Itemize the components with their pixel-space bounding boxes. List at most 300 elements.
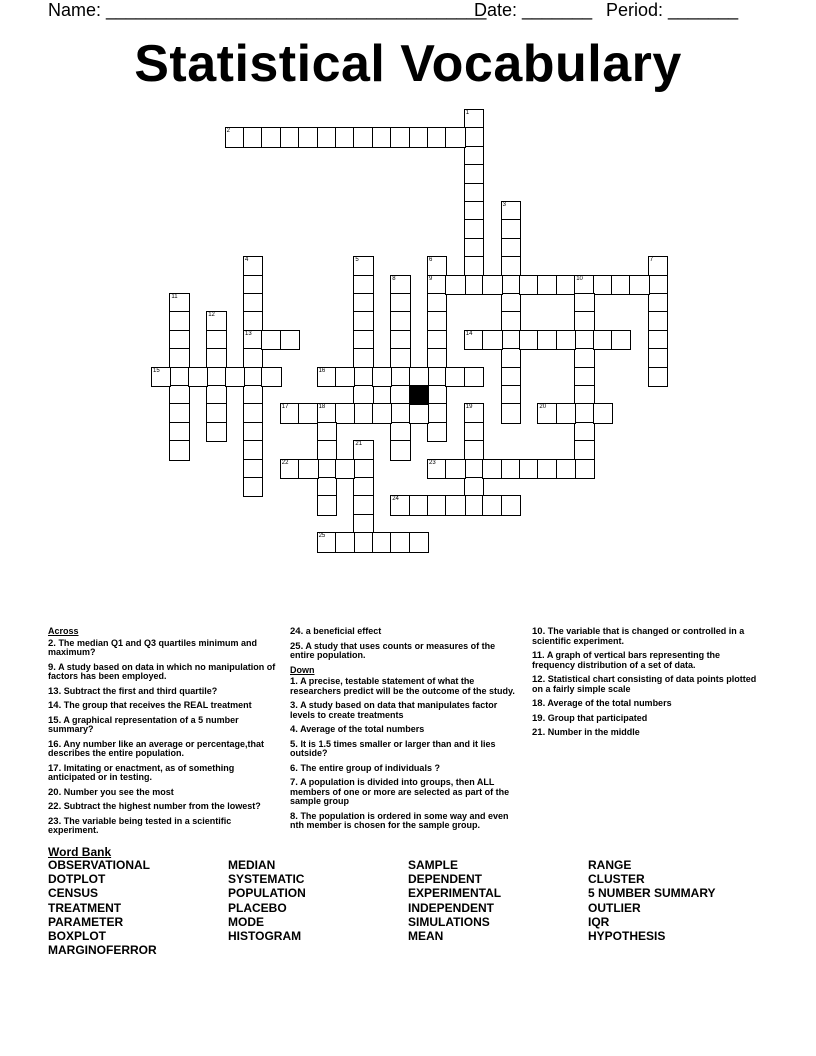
crossword-cell[interactable]: [464, 330, 484, 350]
crossword-cell[interactable]: [574, 348, 594, 368]
clue-text: The group that receives the REAL treatment: [61, 700, 252, 710]
crossword-cell[interactable]: [390, 348, 410, 368]
crossword-cell[interactable]: [372, 127, 392, 147]
crossword-cell[interactable]: [427, 256, 447, 276]
crossword-cell[interactable]: [243, 348, 263, 368]
crossword-cell[interactable]: [225, 367, 245, 387]
crossword-cell[interactable]: [574, 422, 594, 442]
crossword-cell[interactable]: [280, 330, 300, 350]
crossword-cell[interactable]: [501, 348, 521, 368]
crossword-cell[interactable]: [427, 367, 447, 387]
crossword-cell[interactable]: [464, 109, 484, 129]
cell-number: 22: [281, 459, 289, 466]
crossword-cell[interactable]: [243, 422, 263, 442]
crossword-cell[interactable]: [501, 238, 521, 258]
crossword-cell[interactable]: [390, 330, 410, 350]
clue-item: [290, 677, 522, 696]
clue-item: [290, 778, 522, 807]
clue-number: 21.: [532, 727, 546, 738]
word-bank-word: SAMPLE: [408, 858, 459, 872]
crossword-cell[interactable]: [169, 311, 189, 331]
crossword-cell[interactable]: [206, 422, 226, 442]
crossword-cell[interactable]: [519, 275, 539, 295]
crossword-cell[interactable]: [151, 367, 171, 387]
word-bank-word: CLUSTER: [588, 872, 645, 887]
word-bank-word: DEPENDENT: [408, 872, 483, 887]
crossword-cell[interactable]: [243, 311, 263, 331]
clue-item: [48, 639, 280, 658]
crossword-cell[interactable]: [648, 293, 668, 313]
crossword-cell[interactable]: [317, 440, 337, 460]
crossword-cell[interactable]: [611, 275, 631, 295]
crossword-cell[interactable]: [206, 367, 226, 387]
crossword-cell[interactable]: [648, 330, 668, 350]
date-field[interactable]: Date: _______: [474, 0, 593, 20]
clue-number: 16.: [48, 738, 62, 750]
word-bank-column: [408, 858, 501, 943]
crossword-cell[interactable]: [261, 127, 281, 147]
clue-number: 5.: [290, 738, 298, 750]
crossword-cell[interactable]: [206, 311, 226, 331]
clue-text: Statistical chart consisting of data points plotted on a fairly simple scale: [532, 674, 757, 694]
word-bank-word: PLACEBO: [228, 900, 287, 915]
crossword-cell[interactable]: [372, 367, 392, 387]
crossword-cell[interactable]: [556, 403, 576, 423]
crossword-cell[interactable]: [390, 532, 410, 552]
clue-text: Number you see the most: [61, 786, 174, 797]
clue-text: Number in the middle: [545, 727, 640, 737]
crossword-cell[interactable]: [353, 256, 373, 276]
crossword-cell[interactable]: [593, 403, 613, 423]
crossword-cell[interactable]: [427, 311, 447, 331]
clue-text: The entire group of individuals ?: [297, 762, 440, 773]
cell-number: 6: [429, 257, 433, 264]
crossword-cell[interactable]: [298, 459, 318, 479]
crossword-cell[interactable]: [409, 495, 429, 515]
crossword-cell[interactable]: [409, 403, 429, 423]
crossword-cell[interactable]: [353, 311, 373, 331]
clue-number: 17.: [48, 762, 62, 774]
crossword-cell[interactable]: [353, 477, 373, 497]
cell-number: 23: [429, 459, 436, 466]
clue-item: [48, 802, 280, 812]
crossword-cell[interactable]: [482, 459, 502, 479]
blocked-cell: [409, 385, 429, 405]
crossword-cell[interactable]: [574, 311, 594, 331]
cell-number: 18: [318, 404, 326, 411]
clue-text: a beneficial effect: [303, 626, 382, 636]
clue-number: 4.: [290, 724, 298, 735]
clue-number: 24.: [290, 626, 304, 637]
clue-text: It is 1.5 times smaller or larger than and it lies outside?: [290, 738, 496, 758]
word-bank-word: MODE: [228, 914, 264, 929]
crossword-cell[interactable]: [206, 348, 226, 368]
clue-number: 11.: [532, 650, 545, 661]
crossword-cell[interactable]: [409, 532, 429, 552]
word-bank-word: MEAN: [408, 929, 444, 944]
crossword-cell[interactable]: [445, 495, 465, 515]
period-field[interactable]: Period: _______: [606, 0, 739, 20]
cell-number: 10: [576, 275, 583, 282]
crossword-cell[interactable]: [390, 275, 410, 295]
word-bank-column: [48, 858, 157, 957]
crossword-cell[interactable]: [335, 127, 355, 147]
crossword-cell[interactable]: [243, 330, 263, 350]
crossword-cell[interactable]: [519, 330, 539, 350]
crossword-cell[interactable]: [169, 367, 189, 387]
crossword-cell[interactable]: [353, 330, 373, 350]
crossword-cell[interactable]: [353, 385, 373, 405]
crossword-cell[interactable]: [427, 330, 447, 350]
cell-number: 2: [226, 128, 230, 135]
crossword-cell[interactable]: [243, 127, 263, 147]
crossword-cell[interactable]: [353, 403, 373, 423]
word-bank-word: SIMULATIONS: [408, 914, 490, 929]
crossword-cell[interactable]: [427, 422, 447, 442]
cell-number: 11: [171, 294, 178, 300]
crossword-cell[interactable]: [280, 403, 300, 423]
crossword-cell[interactable]: [482, 275, 502, 295]
crossword-cell[interactable]: [206, 403, 226, 423]
clue-text: A study that uses counts or measures of the entire population.: [290, 640, 496, 660]
crossword-cell[interactable]: [317, 459, 337, 479]
crossword-cell[interactable]: [261, 330, 281, 350]
clue-number: 6.: [290, 762, 298, 774]
clue-number: 8.: [290, 810, 298, 822]
crossword-cell[interactable]: [648, 311, 668, 331]
word-bank-word: EXPERIMENTAL: [408, 886, 502, 901]
crossword-cell[interactable]: [261, 367, 281, 387]
crossword-cell[interactable]: [390, 495, 410, 515]
cell-number: 1: [465, 110, 470, 116]
clue-number: 14.: [48, 700, 62, 711]
crossword-cell[interactable]: [445, 127, 465, 147]
crossword-cell[interactable]: [464, 127, 484, 147]
crossword-cell[interactable]: [243, 385, 263, 405]
crossword-cell[interactable]: [556, 330, 576, 350]
clue-text: The median Q1 and Q3 quartiles minimum and maximum?: [48, 637, 257, 657]
crossword-cell[interactable]: [501, 459, 521, 479]
crossword-cell[interactable]: [390, 367, 410, 387]
crossword-cell[interactable]: [464, 164, 484, 184]
crossword-cell[interactable]: [169, 385, 189, 405]
crossword-cell[interactable]: [537, 330, 557, 350]
word-bank-word: SYSTEMATIC: [228, 872, 305, 887]
crossword-cell[interactable]: [427, 293, 447, 313]
crossword-cell[interactable]: [611, 330, 631, 350]
crossword-cell[interactable]: [206, 330, 226, 350]
crossword-cell[interactable]: [243, 293, 263, 313]
clue-item: [532, 651, 764, 670]
cell-number: 17: [281, 404, 289, 411]
crossword-cell[interactable]: [556, 275, 576, 295]
crossword-cell[interactable]: [464, 459, 484, 479]
word-bank-word: OBSERVATIONAL: [48, 858, 151, 872]
crossword-cell[interactable]: [501, 219, 521, 239]
crossword-cell[interactable]: [464, 367, 484, 387]
crossword-cell[interactable]: [390, 127, 410, 147]
crossword-cell[interactable]: [629, 275, 649, 295]
clue-number: 25.: [290, 640, 304, 652]
crossword-cell[interactable]: [445, 275, 465, 295]
crossword-cell[interactable]: [243, 256, 263, 276]
clue-number: 13.: [48, 685, 62, 697]
clue-text: A graphical representation of a 5 number summary?: [48, 714, 239, 734]
crossword-cell[interactable]: [390, 440, 410, 460]
crossword-cell[interactable]: [501, 311, 521, 331]
crossword-cell[interactable]: [574, 459, 594, 479]
crossword-cell[interactable]: [574, 367, 594, 387]
across-heading: Across: [48, 626, 79, 636]
clue-text: A study based on data in which no manipulation of factors has been employed.: [48, 661, 276, 681]
clue-item: [48, 764, 280, 783]
crossword-cell[interactable]: [537, 275, 557, 295]
crossword-cell[interactable]: [464, 183, 484, 203]
crossword-cell[interactable]: [169, 440, 189, 460]
cell-number: 7: [649, 257, 654, 264]
crossword-cell[interactable]: [353, 275, 373, 295]
crossword-cell[interactable]: [501, 495, 521, 515]
crossword-cell[interactable]: [243, 477, 263, 497]
crossword-cell[interactable]: [169, 330, 189, 350]
clue-text: The population is ordered in some way and even nth member is chosen for the sample group.: [290, 810, 509, 830]
crossword-cell[interactable]: [317, 532, 337, 552]
crossword-cell[interactable]: [464, 146, 484, 166]
clue-number: 20.: [48, 786, 62, 798]
clue-item: [290, 701, 522, 720]
crossword-cell[interactable]: [648, 275, 668, 295]
word-bank-word: POPULATION: [228, 886, 306, 901]
word-bank-word: INDEPENDENT: [408, 900, 495, 915]
crossword-cell[interactable]: [243, 367, 263, 387]
clue-item: [532, 675, 764, 694]
word-bank-word: RANGE: [588, 858, 632, 872]
crossword-cell[interactable]: [353, 514, 373, 534]
crossword-cell[interactable]: [593, 330, 613, 350]
word-bank-word: CENSUS: [48, 886, 99, 901]
crossword-cell[interactable]: [206, 385, 226, 405]
cell-number: 13: [245, 330, 252, 337]
crossword-cell[interactable]: [648, 256, 668, 276]
crossword-cell[interactable]: [243, 403, 263, 423]
clue-number: 19.: [532, 712, 546, 724]
cell-number: 19: [465, 404, 473, 411]
crossword-cell[interactable]: [464, 440, 484, 460]
clue-number: 2.: [48, 637, 56, 649]
crossword-cell[interactable]: [464, 219, 484, 239]
crossword-cell[interactable]: [427, 403, 447, 423]
crossword-cell[interactable]: [298, 403, 318, 423]
crossword-cell[interactable]: [574, 330, 594, 350]
clue-number: 23.: [48, 815, 62, 827]
crossword-cell[interactable]: [445, 367, 465, 387]
crossword-cell[interactable]: [169, 348, 189, 368]
crossword-cell[interactable]: [280, 127, 300, 147]
crossword-cell[interactable]: [353, 459, 373, 479]
clue-text: A graph of vertical bars representing the frequency distribution of a set of data.: [532, 650, 721, 670]
clue-number: 7.: [290, 777, 298, 788]
cell-number: 12: [208, 312, 215, 319]
crossword-cell[interactable]: [317, 422, 337, 442]
crossword-cell[interactable]: [335, 459, 355, 479]
crossword-cell[interactable]: [298, 127, 318, 147]
crossword-cell[interactable]: [445, 459, 465, 479]
crossword-cell[interactable]: [537, 403, 557, 423]
crossword-cell[interactable]: [648, 348, 668, 368]
crossword-cell[interactable]: [501, 275, 521, 295]
crossword-cell[interactable]: [501, 256, 521, 276]
word-bank-word: MEDIAN: [228, 858, 276, 872]
word-bank-word: HISTOGRAM: [228, 929, 302, 944]
crossword-cell[interactable]: [390, 311, 410, 331]
crossword-cell[interactable]: [243, 459, 263, 479]
crossword-cell[interactable]: [574, 293, 594, 313]
cell-number: 16: [318, 367, 326, 374]
clue-text: Average of the total numbers: [545, 698, 672, 708]
crossword-cell[interactable]: [537, 459, 557, 479]
clue-text: Group that participated: [545, 712, 648, 723]
crossword-cell[interactable]: [353, 495, 373, 515]
word-bank-word: TREATMENT: [48, 900, 122, 915]
crossword-cell[interactable]: [353, 293, 373, 313]
word-bank-word: PARAMETER: [48, 914, 124, 929]
crossword-cell[interactable]: [409, 127, 429, 147]
clue-item: [48, 701, 280, 711]
clue-item: [532, 699, 764, 709]
crossword-cell[interactable]: [501, 403, 521, 423]
clue-text: The variable being tested in a scientific experiment.: [48, 815, 232, 835]
crossword-cell[interactable]: [574, 440, 594, 460]
crossword-cell[interactable]: [593, 275, 613, 295]
crossword-cell[interactable]: [427, 127, 447, 147]
crossword-cell[interactable]: [409, 367, 429, 387]
crossword-cell[interactable]: [317, 495, 337, 515]
crossword-cell[interactable]: [464, 275, 484, 295]
crossword-cell[interactable]: [317, 367, 337, 387]
crossword-cell[interactable]: [519, 459, 539, 479]
clue-number: 15.: [48, 714, 62, 726]
clue-item: [290, 627, 522, 637]
crossword-cell[interactable]: [556, 459, 576, 479]
crossword-cell[interactable]: [243, 275, 263, 295]
word-bank-word: MARGINOFERROR: [48, 943, 157, 958]
crossword-cell[interactable]: [464, 201, 484, 221]
crossword-cell[interactable]: [372, 403, 392, 423]
word-bank-word: OUTLIER: [588, 900, 641, 915]
down-clues-list-cont: [532, 627, 764, 738]
crossword-cell[interactable]: [464, 403, 484, 423]
crossword-cell[interactable]: [353, 127, 373, 147]
crossword-cell[interactable]: [427, 459, 447, 479]
crossword-cell[interactable]: [574, 403, 594, 423]
crossword-cell[interactable]: [574, 385, 594, 405]
crossword-cell[interactable]: [317, 477, 337, 497]
clue-text: Average of the total numbers: [297, 724, 425, 734]
clue-item: [532, 627, 764, 646]
name-field[interactable]: Name: ______________________________________: [48, 0, 487, 20]
clue-text: Any number like an average or percentage,that describes the entire population.: [48, 738, 264, 758]
crossword-cell[interactable]: [501, 367, 521, 387]
crossword-cell[interactable]: [353, 440, 373, 460]
clue-number: 22.: [48, 801, 62, 812]
clue-item: [48, 716, 280, 735]
crossword-cell[interactable]: [243, 440, 263, 460]
crossword-cell[interactable]: [464, 256, 484, 276]
clue-item: [290, 812, 522, 831]
clue-text: A study based on data that manipulates factor levels to create treatments: [290, 700, 498, 720]
crossword-cell[interactable]: [464, 422, 484, 442]
crossword-cell[interactable]: [501, 293, 521, 313]
down-clues-list: [290, 677, 522, 831]
word-bank-title: Word Bank: [48, 845, 112, 859]
crossword-cell[interactable]: [169, 403, 189, 423]
crossword-cell[interactable]: [353, 532, 373, 552]
crossword-cell[interactable]: [464, 238, 484, 258]
crossword-cell[interactable]: [427, 275, 447, 295]
crossword-cell[interactable]: [335, 403, 355, 423]
crossword-cell[interactable]: [335, 532, 355, 552]
crossword-cell[interactable]: [482, 330, 502, 350]
clue-text: Subtract the highest number from the lowest?: [61, 801, 261, 811]
crossword-cell[interactable]: [648, 367, 668, 387]
crossword-cell[interactable]: [390, 385, 410, 405]
crossword-cell[interactable]: [464, 477, 484, 497]
crossword-cell[interactable]: [372, 532, 392, 552]
crossword-cell[interactable]: [390, 403, 410, 423]
clue-number: 10.: [532, 626, 546, 637]
crossword-cell[interactable]: [427, 495, 447, 515]
cell-number: 3: [502, 202, 506, 208]
crossword-cell[interactable]: [317, 403, 337, 423]
clue-text: Subtract the first and third quartile?: [61, 685, 218, 696]
crossword-cell[interactable]: [501, 201, 521, 221]
crossword-cell[interactable]: [169, 293, 189, 313]
clue-text: A precise, testable statement of what the researchers predict will be the outcome of the study.: [290, 676, 515, 696]
crossword-cell[interactable]: [353, 367, 373, 387]
crossword-cell[interactable]: [390, 293, 410, 313]
crossword-cell[interactable]: [427, 348, 447, 368]
clue-item: [48, 663, 280, 682]
crossword-cell[interactable]: [464, 495, 484, 515]
crossword-cell[interactable]: [427, 385, 447, 405]
crossword-cell[interactable]: [188, 367, 208, 387]
clue-item: [48, 740, 280, 759]
crossword-cell[interactable]: [353, 348, 373, 368]
clue-number: 18.: [532, 698, 546, 709]
crossword-cell[interactable]: [390, 422, 410, 442]
crossword-cell[interactable]: [335, 367, 355, 387]
across-clues-list: [48, 639, 280, 836]
crossword-cell[interactable]: [482, 495, 502, 515]
crossword-cell[interactable]: [574, 275, 594, 295]
word-bank-column: [228, 858, 306, 943]
cell-number: 21: [355, 441, 363, 448]
cell-number: 8: [392, 275, 396, 282]
crossword-cell[interactable]: [501, 330, 521, 350]
crossword-cell[interactable]: [280, 459, 300, 479]
word-bank-word: DOTPLOT: [48, 872, 106, 887]
crossword-cell[interactable]: [501, 385, 521, 405]
cell-number: 4: [245, 257, 249, 264]
clue-text: A population is divided into groups, then ALL members of one or more are selected as part of the sample group: [290, 777, 510, 806]
clue-number: 1.: [290, 676, 298, 687]
clue-number: 3.: [290, 700, 298, 711]
cell-number: 15: [153, 367, 160, 374]
crossword-cell[interactable]: [169, 422, 189, 442]
crossword-cell[interactable]: [225, 127, 245, 147]
clue-item: [290, 725, 522, 735]
crossword-cell[interactable]: [317, 127, 337, 147]
